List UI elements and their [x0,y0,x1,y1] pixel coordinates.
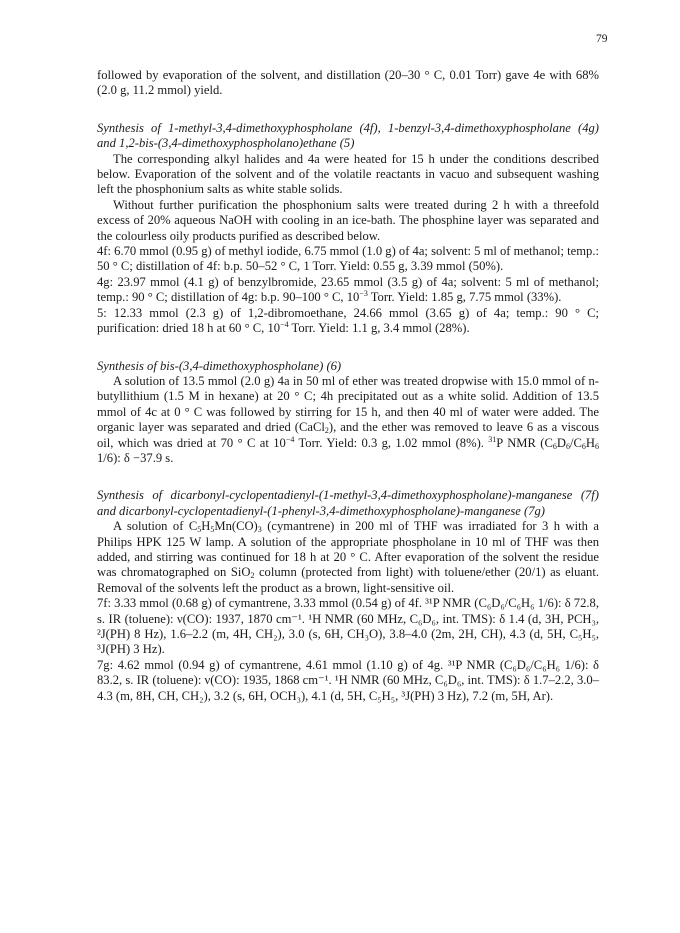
s3-sub-2: 5 [210,525,215,535]
s2-text-h: 1/6): δ −37.9 s. [97,450,174,465]
section1-paragraph-1: The corresponding alkyl halides and 4a were heated for 15 h under the conditions described below. Evaporation of the solvent and of the volatile reactants in vacuo and subsequent washing left the phosphonium salts as white stable solids. [97,151,599,197]
entry-4g-text-a: 4g: 23.97 mmol (4.1 g) of benzylbromide, 23.65 mmol (3.5 g) of 4a; solvent: 5 ml of methanol; temp.: 90 ° C; distillation of 4g: b.p. 90–100 ° C, 10 [97,274,599,305]
s2-text-g: H [585,435,595,450]
entry-7g: 7g: 4.62 mmol (0.94 g) of cymantrene, 4.61 mmol (1.10 g) of 4g. ³¹P NMR (C₆D₆/C₆H₆ 1/6): δ 83.2, s. IR (toluene): ν(CO): 1935, 1868 cm⁻¹. ¹H NMR (60 MHz, C₆D₆, int. TMS): δ 1.7–2.2, 3.0–4.3 (m, 8H, CH, CH₂), 3.2 (s, 6H, OCH₃), 4.1 (d, 5H, C₅H₅, ³J(PH) 3 Hz), 7.2 (m, 5H, Ar). [97,657,599,703]
entry-5-text-b: Torr. Yield: 1.1 g, 3.4 mmol (28%). [288,321,470,336]
entry-7f: 7f: 3.33 mmol (0.68 g) of cymantrene, 3.33 mmol (0.54 g) of 4f. ³¹P NMR (C₆D₆/C₆H₆ 1/6): δ 72.8, s. IR (toluene): ν(CO): 1937, 1870 cm⁻¹. ¹H NMR (60 MHz, C₆D₆, int. TMS): δ 1.4 (d, 3H, PCH₃, ²J(PH) 8 Hz), 1.6–2.2 (m, 4H, CH₂), 3.0 (s, 6H, CH₃O), 3.8–4.0 (2m, 2H, CH), 4.3 (d, 5H, C₅H₅, ³J(PH) 3 Hz). [97,596,599,657]
s3-text-b: H [201,519,211,534]
s2-text-e: D [556,435,566,450]
entry-4f: 4f: 6.70 mmol (0.95 g) of methyl iodide, 6.75 mmol (1.0 g) of 4a; solvent: 5 ml of methanol; temp.: 50 ° C; distillation of 4f: b.p. 50–52 ° C, 1 Torr. Yield: 0.55 g, 3.39 mmol (50%). [97,244,599,274]
entry-4g [97,275,599,306]
intro-paragraph: followed by evaporation of the solvent, and distillation (20–30 ° C, 0.01 Torr) gave 4e with 68% (2.0 g, 11.2 mmol) yield. [97,68,599,98]
s3-sub-4: 2 [250,571,255,581]
entry-4g-text-b: Torr. Yield: 1.85 g, 7.75 mmol (33%). [367,290,562,305]
section3-paragraph [97,519,599,596]
s2-sub-2: 6 [552,441,557,451]
s2-sub-1: 2 [324,426,329,436]
s3-text-a: A solution of C [113,519,198,534]
body-text [97,68,599,704]
s2-text-a: A solution of 13.5 mmol (2.0 g) 4a in 50 ml of ether was treated dropwise with 15.0 mmol of n-butyllithium (1.5 M in hexane) at 20 ° C; 4h precipitated out as a white solid. Addition of 13.5 mmol of 4c at 0 ° C was followed by stirring for 15 h, and then 40 ml of water were added. The organic layer was separated and dried (CaCl [97,373,599,435]
s2-sup-1: −4 [285,434,295,444]
page-number: 79 [596,33,608,45]
entry-4g-exponent: −3 [359,289,368,299]
s3-sub-3: 3 [257,525,262,535]
section-heading-6: Synthesis of bis-(3,4-dimethoxyphospholane) (6) [97,358,342,373]
entry-5-text-a: 5: 12.33 mmol (2.3 g) of 1,2-dibromoethane, 24.66 mmol (3.65 g) of 4a; temp.: 90 ° C; purification: dried 18 h at 60 ° C, 10 [97,305,599,336]
s2-text-f: /C [569,435,582,450]
s3-text-d: (cymantrene) in 200 ml of THF was irradiated for 3 h with a Philips HPK 125 W lamp. A solution of the appropriate phospholane in 10 ml of THF was then added, and stirring was continued for 18 h at 20 ° C. After evaporation of the solvent the residue was chromatographed on SiO [97,519,599,580]
s2-text-d: P NMR (C [496,435,553,450]
s2-sub-5: 6 [595,441,599,451]
s2-text-c: Torr. Yield: 0.3 g, 1.02 mmol (8%). [294,435,489,450]
section2-paragraph [97,374,599,466]
s3-text-c: Mn(CO) [214,519,258,534]
s2-text-b: ), and the ether was removed to leave 6 as a viscous oil, which was dried at 70 ° C at 10 [97,420,599,450]
section-heading-7f-7g: Synthesis of dicarbonyl-cyclopentadienyl-(1-methyl-3,4-dimethoxyphospholane)-manganese (7f) and dicarbonyl-cyclopentadienyl-(1-phenyl-3,4-dimethoxyphospholane)-manganese (7g) [97,488,599,518]
s3-sub-1: 5 [197,525,202,535]
section-heading-4f-4g-5: Synthesis of 1-methyl-3,4-dimethoxyphospholane (4f), 1-benzyl-3,4-dimethoxyphospholane (4g) and 1,2-bis-(3,4-dimethoxyphospholano)ethane (5) [97,120,599,151]
entry-5-exponent: −4 [280,320,289,330]
s3-text-e: column (protected from light) with toluene/ether (20/1) as eluant. Removal of the solvents left the product as a brown, light-sensitive oil. [97,565,600,595]
s2-sup-2: 31 [488,434,497,444]
s2-sub-3: 6 [565,441,570,451]
entry-5 [97,306,599,337]
s2-sub-4: 6 [581,441,586,451]
section1-paragraph-2: Without further purification the phosphonium salts were treated during 2 h with a threefold excess of 20% aqueous NaOH with cooling in an ice-bath. The phosphine layer was separated and the colourless oily products purified as described below. [97,197,599,243]
